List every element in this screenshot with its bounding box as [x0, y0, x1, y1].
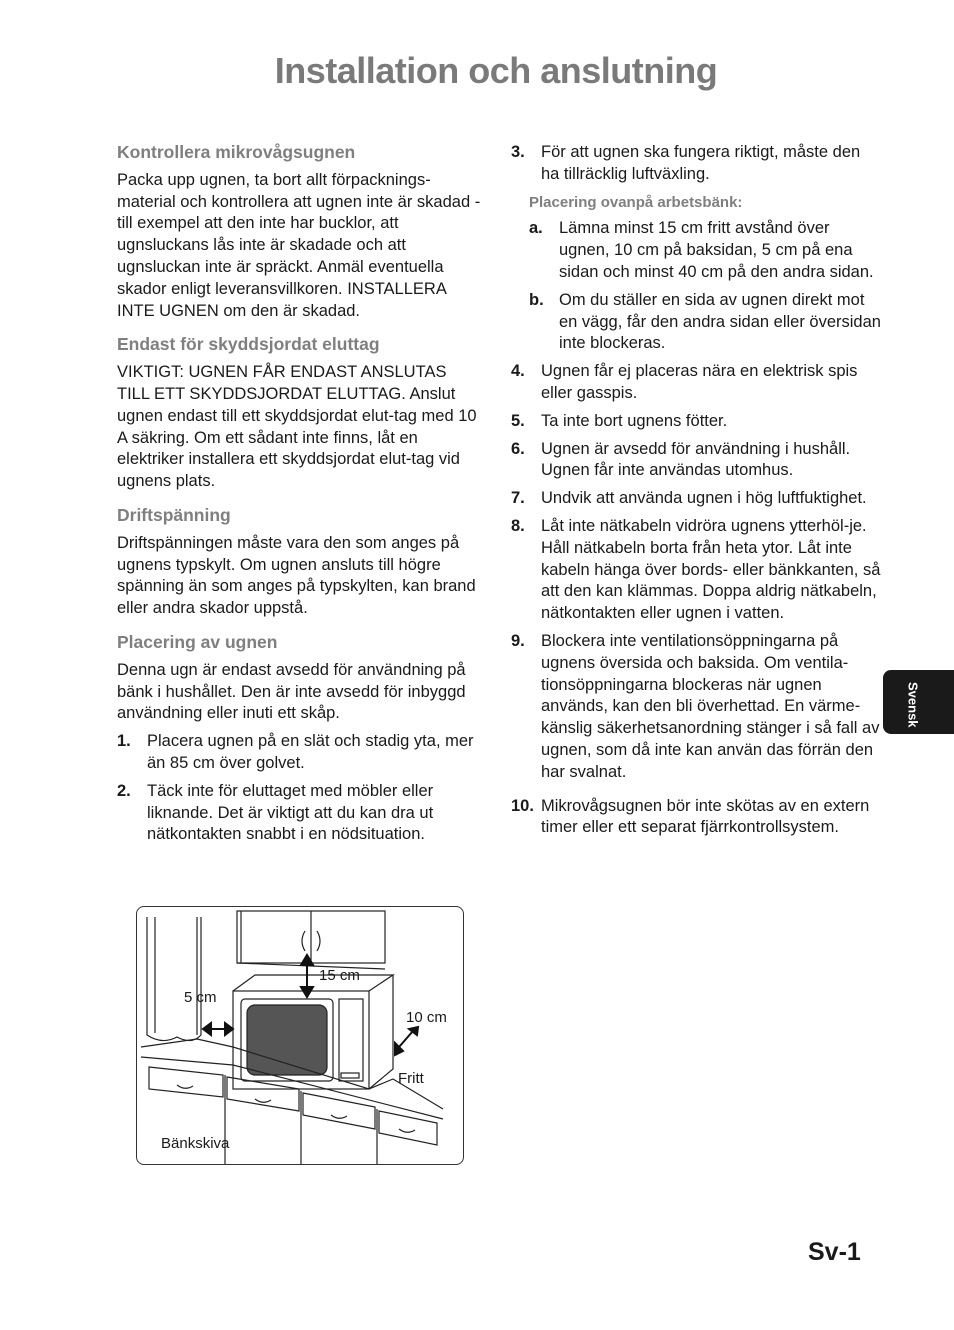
cabinet-handle-right [317, 931, 320, 951]
page-title: Installation och anslutning [274, 50, 718, 91]
item-text: Undvik att använda ugnen i hög luftfuktighet. [541, 489, 867, 508]
list-item [511, 516, 881, 625]
requirements-list-continued [511, 361, 881, 839]
list-item [529, 218, 881, 283]
drawer [149, 1067, 223, 1097]
item-letter: a. [529, 219, 543, 238]
cabinet-handle-left [302, 931, 305, 951]
item-text: Låt inte nätkabeln vidröra ugnens ytterhöl-je. Håll nätkabeln borta från heta ytor. Låt inte kabeln hänga över bords- eller bänkkanten, så att den kan klämmas. Doppa aldrig nätkabeln, nätkontakten eller ugnen i vatten. [541, 516, 881, 623]
list-item [529, 290, 881, 355]
left-column [117, 142, 483, 852]
list-item [117, 731, 483, 775]
list-item [511, 142, 881, 186]
right-column [511, 142, 881, 845]
microwave-side [369, 975, 393, 1089]
list-item [511, 411, 881, 433]
page-number: Sv-1 [808, 1238, 861, 1266]
section-heading-grounded: Endast för skyddsjordat eluttag [117, 334, 380, 355]
item-text: Ta inte bort ugnens fötter. [541, 411, 728, 430]
list-item [511, 631, 881, 784]
section-text-check: Packa upp ugnen, ta bort allt förpacknings-material och kontrollera att ugnen inte är skadad - till exempel att den inte har bucklor, att ugnsluckans lås inte är skadade och att ugnsluckan inte är spräckt. Anmäl eventuella skador enligt leveransvillkoren. INSTALLERA INTE UGNEN om den är skadad. [117, 170, 481, 320]
list-item [511, 439, 881, 483]
section-text-placement: Denna ugn är endast avsedd för användning på bänk i hushållet. Den är inte avsedd för inbyggd användning eller inuti ett skåp. [117, 660, 466, 723]
drawer [379, 1111, 437, 1145]
drawer [227, 1077, 299, 1111]
item-text: Placera ugnen på en slät och stadig yta, mer än 85 cm över golvet. [147, 732, 474, 772]
item-number: 8. [511, 516, 525, 535]
item-number: 7. [511, 489, 525, 508]
section-heading-check: Kontrollera mikrovågsugnen [117, 142, 356, 162]
requirements-list [511, 142, 881, 186]
label-countertop: Bänkskiva [161, 1135, 230, 1152]
item-text: Blockera inte ventilationsöppningarna på ugnens översida och baksida. Om ventila-tionsöppningarna blockeras när ugnen används, kan den bli överhettad. En värme-känslig säkerhetsanordning stänger i så fall av ugnen, som då inte kan använ das förrän den har svalnat. [541, 631, 880, 781]
section-heading-voltage: Driftspänning [117, 504, 231, 525]
language-tab [883, 670, 954, 734]
list-item [511, 796, 881, 840]
label-side-clearance: 5 cm [184, 989, 217, 1006]
item-number: 3. [511, 143, 525, 161]
item-number: 5. [511, 411, 525, 430]
countertop-list [529, 218, 881, 355]
language-label: Svensk [905, 682, 921, 728]
item-text: För att ugnen ska fungera riktigt, måste den ha tillräcklig luftväxling. [541, 143, 861, 183]
item-text: Täck inte för eluttaget med möbler eller liknande. Det är viktigt att du kan dra ut nätkontakten snabbt i en nödsituation. [147, 781, 434, 844]
list-item [511, 361, 881, 405]
list-item [511, 488, 881, 510]
section-text-voltage: Driftspänningen måste vara den som anges på ugnens typskylt. Om ugnen ansluts till högre spänning än som anges på typskylten, kan brand eller andra skador uppstå. [117, 533, 476, 618]
item-text: Ugnen får ej placeras nära en elektrisk spis eller gasspis. [541, 362, 858, 402]
section-heading-placement: Placering av ugnen [117, 631, 278, 652]
arrow-back-clearance [399, 1031, 413, 1047]
item-number: 9. [511, 631, 525, 650]
label-free-space: Fritt [398, 1070, 424, 1087]
installation-illustration [136, 906, 464, 1165]
item-number: 10. [511, 796, 534, 815]
list-item [117, 781, 483, 846]
item-letter: b. [529, 290, 544, 309]
item-number: 1. [117, 732, 131, 751]
microwave-clearance-drawing [137, 907, 463, 1164]
item-text: Om du ställer en sida av ugnen direkt mot en vägg, får den andra sidan eller översidan inte blockeras. [559, 290, 881, 353]
item-text: Lämna minst 15 cm fritt avstånd över ugnen, 10 cm på baksidan, 5 cm på ena sidan och minst 40 cm på den andra sidan. [559, 219, 874, 281]
label-top-clearance: 15 cm [319, 967, 360, 984]
subheading-countertop: Placering ovanpå arbetsbänk: [529, 193, 743, 211]
placement-list [117, 731, 483, 846]
label-back-clearance: 10 cm [406, 1009, 447, 1026]
item-text: Ugnen är avsedd för användning i hushåll. Ugnen får inte användas utomhus. [541, 439, 851, 480]
item-text: Mikrovågsugnen bör inte skötas av en extern timer eller ett separat fjärrkontrollsystem. [541, 796, 870, 837]
item-number: 4. [511, 362, 525, 381]
section-text-grounded: VIKTIGT: UGNEN FÅR ENDAST ANSLUTAS TILL ETT SKYDDSJORDAT ELUTTAG. Anslut ugnen endast till ett skyddsjordat elut-tag med 10 A säkring. Om ett sådant inte finns, låt en elektriker installera ett skyddsjordat elut-tag vid ugnens plats. [117, 363, 477, 491]
item-number: 6. [511, 439, 525, 458]
item-number: 2. [117, 781, 131, 800]
